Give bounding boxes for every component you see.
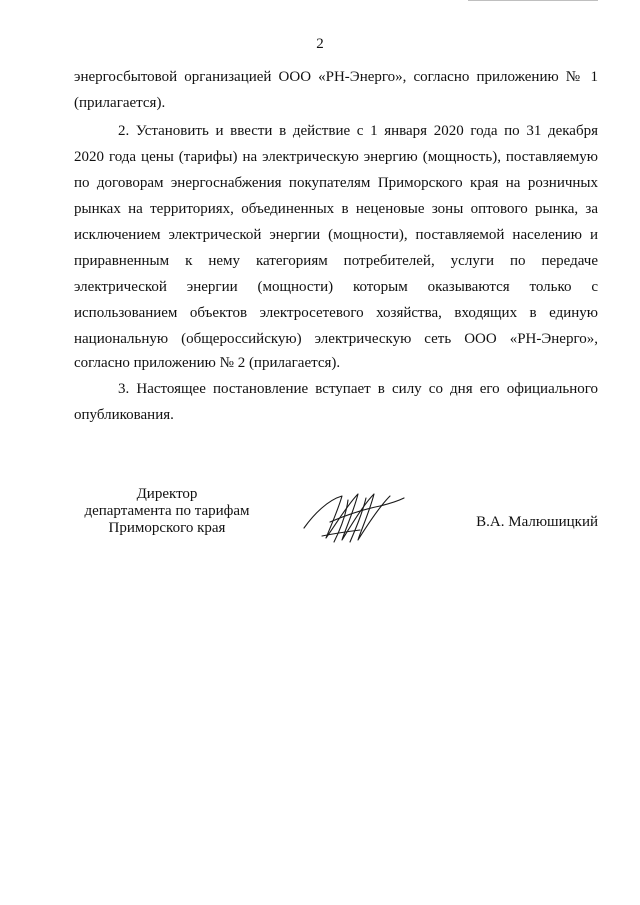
signatory-name: В.А. Малюшицкий: [476, 514, 598, 530]
paragraph-2-line-6: приравненным к нему категориям потребителей, услуги по передаче: [74, 253, 598, 269]
scan-edge-line: [468, 0, 598, 1]
paragraph-1-line-2: (прилагается).: [74, 95, 166, 111]
paragraph-2-line-3: по договорам энергоснабжения покупателям Приморского края на розничных: [74, 175, 598, 191]
paragraph-3-line-2: опубликования.: [74, 407, 174, 423]
paragraph-2-line-7: электрической энергии (мощности) которым оказываются только с: [74, 279, 598, 295]
handwritten-signature: [300, 486, 410, 548]
paragraph-2-line-5: исключением электрической энергии (мощности), поставляемой населению и: [74, 227, 598, 243]
paragraph-2-line-9: национальную (общероссийскую) электрическую сеть ООО «РН-Энерго»,: [74, 331, 598, 347]
signatory-title-line-1: Директор: [136, 486, 198, 502]
paragraph-2-line-8: использованием объектов электросетевого хозяйства, входящих в единую: [74, 305, 598, 321]
paragraph-1-line-1: энергосбытовой организацией ООО «РН-Энерго», согласно приложению № 1: [74, 69, 598, 85]
paragraph-2-line-2: 2020 года цены (тарифы) на электрическую энергию (мощность), поставляемую: [74, 149, 598, 165]
signatory-title-line-3: Приморского края: [108, 520, 226, 536]
paragraph-2-line-1: 2. Установить и ввести в действие с 1 января 2020 года по 31 декабря: [118, 123, 598, 139]
paragraph-2-line-10: согласно приложению № 2 (прилагается).: [74, 355, 341, 371]
paragraph-2-line-4: рынках на территориях, объединенных в неценовые зоны оптового рынка, за: [74, 201, 598, 217]
signatory-title-line-2: департамента по тарифам: [84, 503, 250, 519]
paragraph-3-line-1: 3. Настоящее постановление вступает в силу со дня его официального: [118, 381, 598, 397]
page-number: 2: [316, 36, 324, 52]
